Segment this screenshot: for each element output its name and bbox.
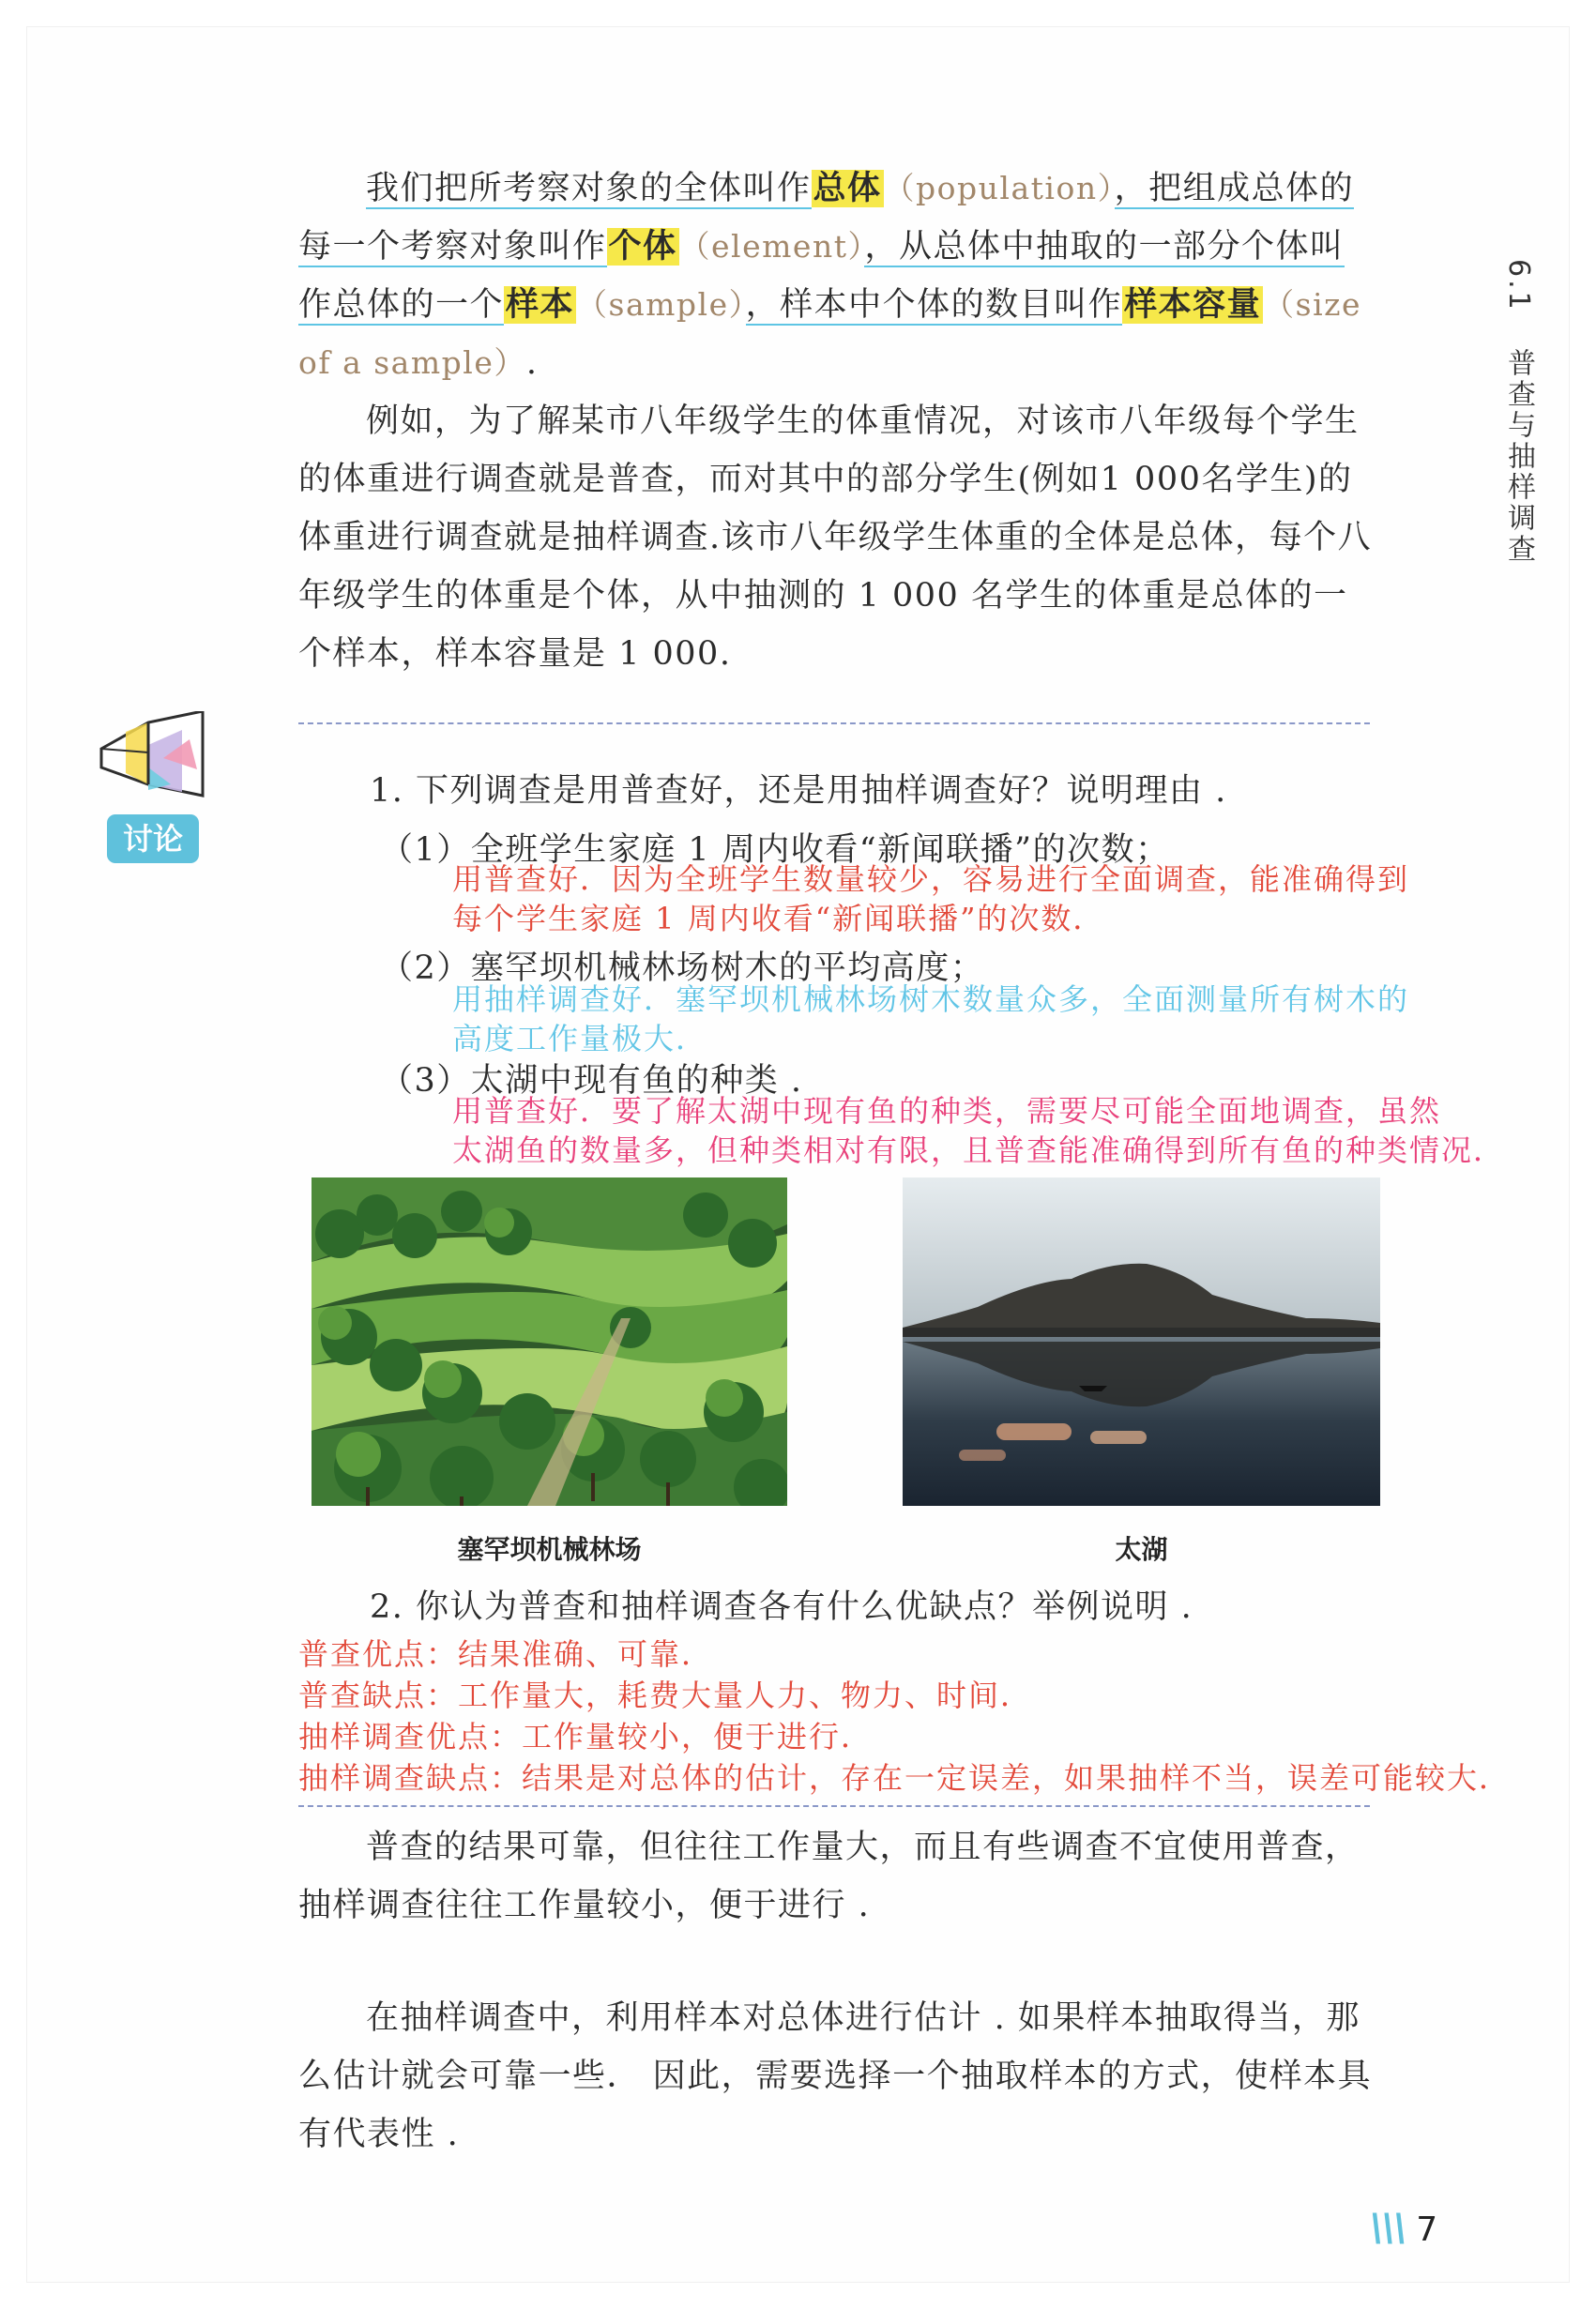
caption-forest: 塞罕坝机械林场 — [457, 1534, 642, 1565]
page-number-value: 7 — [1416, 2210, 1438, 2249]
term-population: 总体 — [813, 170, 882, 207]
lake-photo — [903, 1177, 1380, 1506]
answer-1-line-1: 用普查好．因为全班学生数量较少，容易进行全面调查，能准确得到 — [452, 861, 1410, 897]
section-side-tab — [1501, 259, 1539, 565]
term-element: 个体 — [608, 228, 677, 266]
term-sample-en: （sample） — [576, 286, 746, 323]
term-sample-size: 样本容量 — [1124, 286, 1262, 324]
definition-text-1: 我们把所考察对象的全体叫作 — [366, 170, 812, 207]
q2-answer-4: 抽样调查缺点：结果是对总体的估计，存在一定误差，如果抽样不当，误差可能较大． — [298, 1760, 1512, 1796]
page-number — [1370, 2207, 1437, 2254]
term-sample: 样本 — [506, 286, 575, 324]
term-element-en: （element） — [678, 228, 865, 265]
forest-photo — [312, 1177, 787, 1506]
term-sample-size-en: （size of a sample） — [298, 286, 1362, 381]
closing-paragraph: 在抽样调查中，利用样本对总体进行估计 . 如果样本抽取得当，那么估计就会可靠一些． 因此，需要选择一个抽取样本的方式，使样本具有代表性 . — [298, 1999, 1373, 2153]
question-1-item-1: （1）全班学生家庭 1 周内收看“新闻联播”的次数； — [380, 831, 1170, 869]
divider-bottom — [298, 1805, 1370, 1807]
page-decoration-icon: \\\ — [1370, 2207, 1406, 2250]
answer-3-line-2: 太湖鱼的数量多，但种类相对有限，且普查能准确得到所有鱼的种类情况． — [452, 1132, 1506, 1168]
summary-block — [298, 1818, 1377, 1935]
section-title: 普查与抽样调查 — [1502, 348, 1535, 566]
definition-text-5: . — [525, 344, 539, 382]
divider-top — [298, 722, 1370, 724]
definition-block — [298, 160, 1377, 392]
term-population-en: （population） — [883, 170, 1115, 206]
definition-text-3: ，从总体中抽取的一部分个体叫作总体的一个 — [298, 228, 1345, 324]
closing-block — [298, 1989, 1377, 2164]
answer-2-line-2: 高度工作量极大． — [452, 1021, 708, 1056]
q2-answer-2: 普查缺点：工作量大，耗费大量人力、物力、时间． — [298, 1678, 1033, 1713]
example-paragraph: 例如，为了解某市八年级学生的体重情况，对该市八年级每个学生的体重进行调查就是普查，而对其中的部分学生(例如1 000名学生)的体重进行调查就是抽样调查.该市八年级学生体重的全体是总体，每个八年级学生的体重是个体，从中抽测的 1 000 名学生的体重是总体的一个样本，样本容量是 1 000. — [298, 403, 1373, 673]
question-2: 2. 你认为普查和抽样调查各有什么优缺点？举例说明 . — [370, 1588, 1193, 1626]
q2-answer-3: 抽样调查优点：工作量较小，便于进行． — [298, 1719, 874, 1755]
definition-text-4: ，样本中个体的数目叫作 — [745, 286, 1123, 324]
question-1-item-2: （2）塞罕坝机械林场树木的平均高度； — [380, 949, 985, 987]
example-block — [298, 392, 1377, 683]
caption-lake: 太湖 — [1115, 1534, 1168, 1565]
section-number: 6.1 — [1502, 259, 1535, 312]
definition-paragraph — [298, 160, 1377, 392]
question-1: 1. 下列调查是用普查好，还是用抽样调查好？说明理由 . — [370, 772, 1227, 810]
summary-paragraph: 普查的结果可靠，但往往工作量大，而且有些调查不宜使用普查，抽样调查往往工作量较小，便于进行 . — [298, 1829, 1360, 1924]
definition-text-2: ，把组成总体的每一个考察对象叫作 — [298, 170, 1355, 266]
question-1-item-3: （3）太湖中现有鱼的种类 . — [380, 1062, 803, 1100]
answer-3-line-1: 用普查好．要了解太湖中现有鱼的种类，需要尽可能全面地调查，虽然 — [452, 1093, 1442, 1129]
answer-1-line-2: 每个学生家庭 1 周内收看“新闻联播”的次数． — [452, 901, 1105, 936]
answer-2-line-1: 用抽样调查好．塞罕坝机械林场树木数量众多，全面测量所有树木的 — [452, 981, 1410, 1017]
discussion-badge: 讨论 — [107, 814, 199, 863]
q2-answer-1: 普查优点：结果准确、可靠． — [298, 1636, 714, 1672]
